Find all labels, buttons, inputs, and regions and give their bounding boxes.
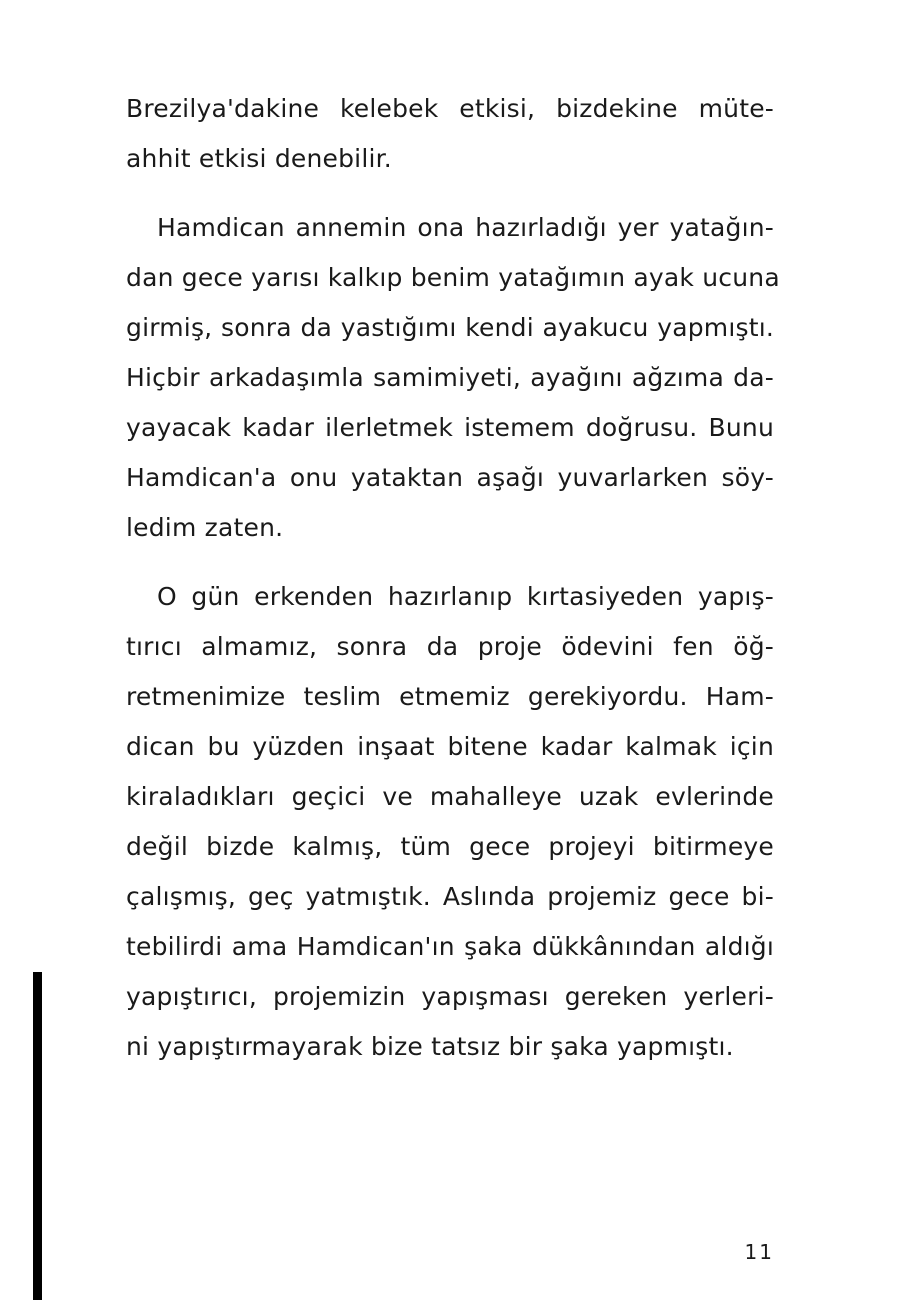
text-line: Brezilya'dakine kelebek etkisi, bizdekine müte- [126, 94, 774, 123]
page-edge-bar [33, 972, 42, 1300]
text-line: değil bizde kalmış, tüm gece projeyi bitirmeye [126, 832, 774, 861]
text-line: çalışmış, geç yatmıştık. Aslında projemiz gece bi- [126, 882, 774, 911]
text-line: ledim zaten. [126, 513, 284, 542]
text-line: yapıştırıcı, projemizin yapışması gereken yerleri- [126, 982, 774, 1011]
text-line: ahhit etkisi denebilir. [126, 144, 392, 173]
text-line: kiraladıkları geçici ve mahalleye uzak evlerinde [126, 782, 774, 811]
page-number: 11 [744, 1240, 774, 1264]
text-line: yayacak kadar ilerletmek istemem doğrusu. Bunu [126, 413, 774, 442]
text-line: Hiçbir arkadaşımla samimiyeti, ayağını ağzıma da- [126, 363, 774, 392]
text-line: O gün erkenden hazırlanıp kırtasiyeden yapış- [157, 582, 774, 611]
text-line: dan gece yarısı kalkıp benim yatağımın ayak ucuna [126, 263, 780, 292]
paragraph-2 [126, 203, 780, 553]
paragraph-1 [126, 84, 774, 184]
text-line: ni yapıştırmayarak bize tatsız bir şaka yapmıştı. [126, 1032, 734, 1061]
text-line: tebilirdi ama Hamdican'ın şaka dükkânından aldığı [126, 932, 774, 961]
text-line: Hamdican annemin ona hazırladığı yer yatağın- [157, 213, 774, 242]
text-line: girmiş, sonra da yastığımı kendi ayakucu yapmıştı. [126, 313, 774, 342]
paragraph-3 [126, 572, 774, 1072]
text-line: retmenimize teslim etmemiz gerekiyordu. Ham- [126, 682, 774, 711]
text-line: tırıcı almamız, sonra da proje ödevini fen öğ- [126, 632, 774, 661]
body-text [126, 84, 780, 1091]
text-line: Hamdican'a onu yataktan aşağı yuvarlarken söy- [126, 463, 774, 492]
text-line: dican bu yüzden inşaat bitene kadar kalmak için [126, 732, 774, 761]
